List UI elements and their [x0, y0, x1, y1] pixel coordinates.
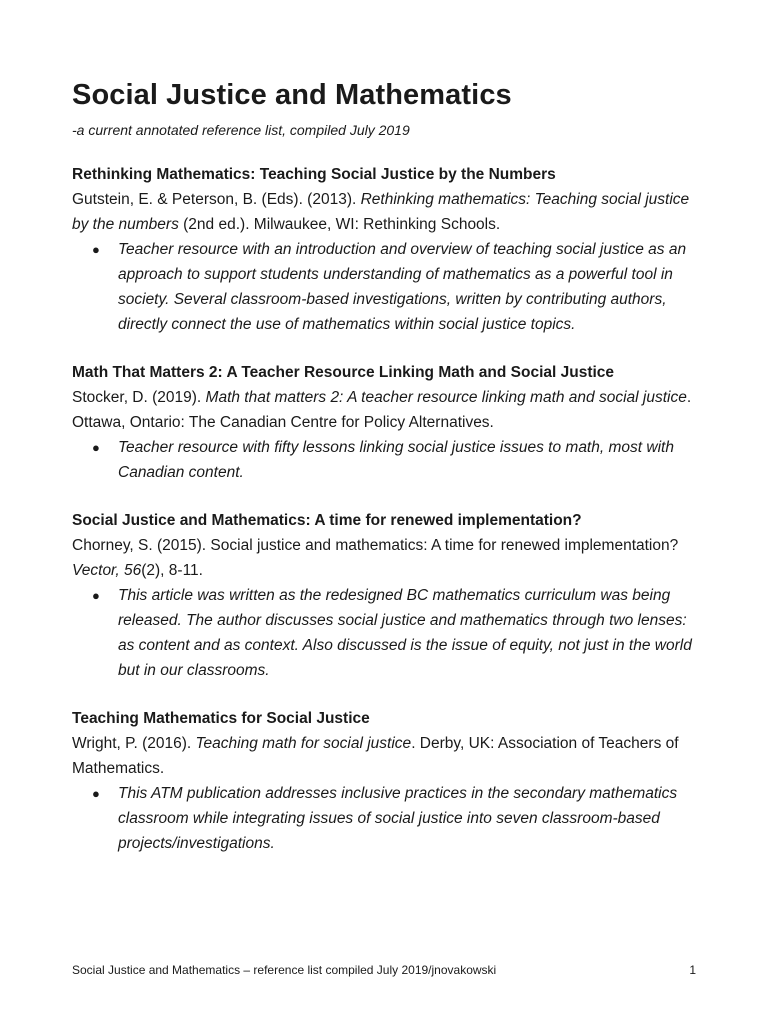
reference-entry: [72, 508, 702, 683]
annotation-item: [92, 583, 702, 683]
citation-publisher: (2), 8-11.: [141, 562, 203, 579]
page-number: 1: [689, 963, 696, 977]
annotation-item: [92, 237, 702, 337]
annotation-text: This ATM publication addresses inclusive practices in the secondary mathematics classroom while integrating issues of social justice into seven classroom-based projects/investigations.: [118, 785, 678, 852]
footer-text: Social Justice and Mathematics – reference list compiled July 2019/jnovakowski: [72, 963, 497, 977]
bullet-icon: ●: [92, 588, 100, 603]
annotation-item: [92, 435, 702, 485]
citation-title: Rethinking mathematics: Teaching social justice by the numbers: [72, 191, 690, 233]
citation-authors: Gutstein, E. & Peterson, B. (Eds). (2013).: [72, 191, 361, 208]
citation-publisher: (2nd ed.). Milwaukee, WI: Rethinking Schools.: [178, 216, 501, 233]
annotation-text: Teacher resource with an introduction and overview of teaching social justice as an approach to support students understanding of mathematics as a powerful tool in society. Several classroom-based investigations, written by contributing authors, directly connect the use of mathematics within social justice topics.: [118, 241, 687, 333]
reference-entry: [72, 360, 702, 485]
document-subtitle: -a current annotated reference list, compiled July 2019: [72, 122, 410, 138]
annotation-item: [92, 781, 702, 856]
citation-authors: Chorney, S. (2015). Social justice and mathematics: A time for renewed implementation?: [72, 537, 679, 554]
annotation-text: Teacher resource with fifty lessons linking social justice issues to math, most with Canadian content.: [118, 439, 674, 481]
entry-citation: [72, 731, 702, 781]
entry-citation: [72, 385, 702, 435]
citation-title: Vector, 56: [72, 562, 142, 579]
reference-entry: [72, 706, 702, 856]
page-footer: [72, 962, 696, 978]
citation-authors: Stocker, D. (2019).: [72, 389, 206, 406]
annotation-list: [72, 435, 702, 485]
annotation-list: [72, 583, 702, 683]
document-title: Social Justice and Mathematics: [72, 79, 512, 111]
bullet-icon: ●: [92, 242, 100, 257]
entry-heading: Teaching Mathematics for Social Justice: [72, 710, 370, 727]
entry-citation: [72, 187, 702, 237]
entry-heading: Social Justice and Mathematics: A time for renewed implementation?: [72, 512, 582, 529]
citation-title: Teaching math for social justice: [195, 735, 412, 752]
citation-publisher: . Derby, UK: Association of Teachers of Mathematics.: [72, 735, 679, 777]
entry-heading: Math That Matters 2: A Teacher Resource Linking Math and Social Justice: [72, 364, 615, 381]
citation-authors: Wright, P. (2016).: [72, 735, 196, 752]
citation-title: Math that matters 2: A teacher resource linking math and social justice: [205, 389, 687, 406]
reference-entry: [72, 162, 702, 337]
annotation-list: [72, 781, 702, 856]
bullet-icon: ●: [92, 440, 100, 455]
annotation-list: [72, 237, 702, 337]
entry-citation: [72, 533, 702, 583]
citation-publisher: . Ottawa, Ontario: The Canadian Centre for Policy Alternatives.: [72, 389, 692, 431]
reference-list: [72, 162, 702, 856]
annotation-text: This article was written as the redesigned BC mathematics curriculum was being released. The author discusses social justice and mathematics through two lenses: as content and as context. Also discussed is the issue of equity, not just in the world but in our classrooms.: [118, 587, 692, 679]
entry-heading: Rethinking Mathematics: Teaching Social Justice by the Numbers: [72, 166, 556, 183]
bullet-icon: ●: [92, 786, 100, 801]
document-body: [72, 76, 702, 879]
